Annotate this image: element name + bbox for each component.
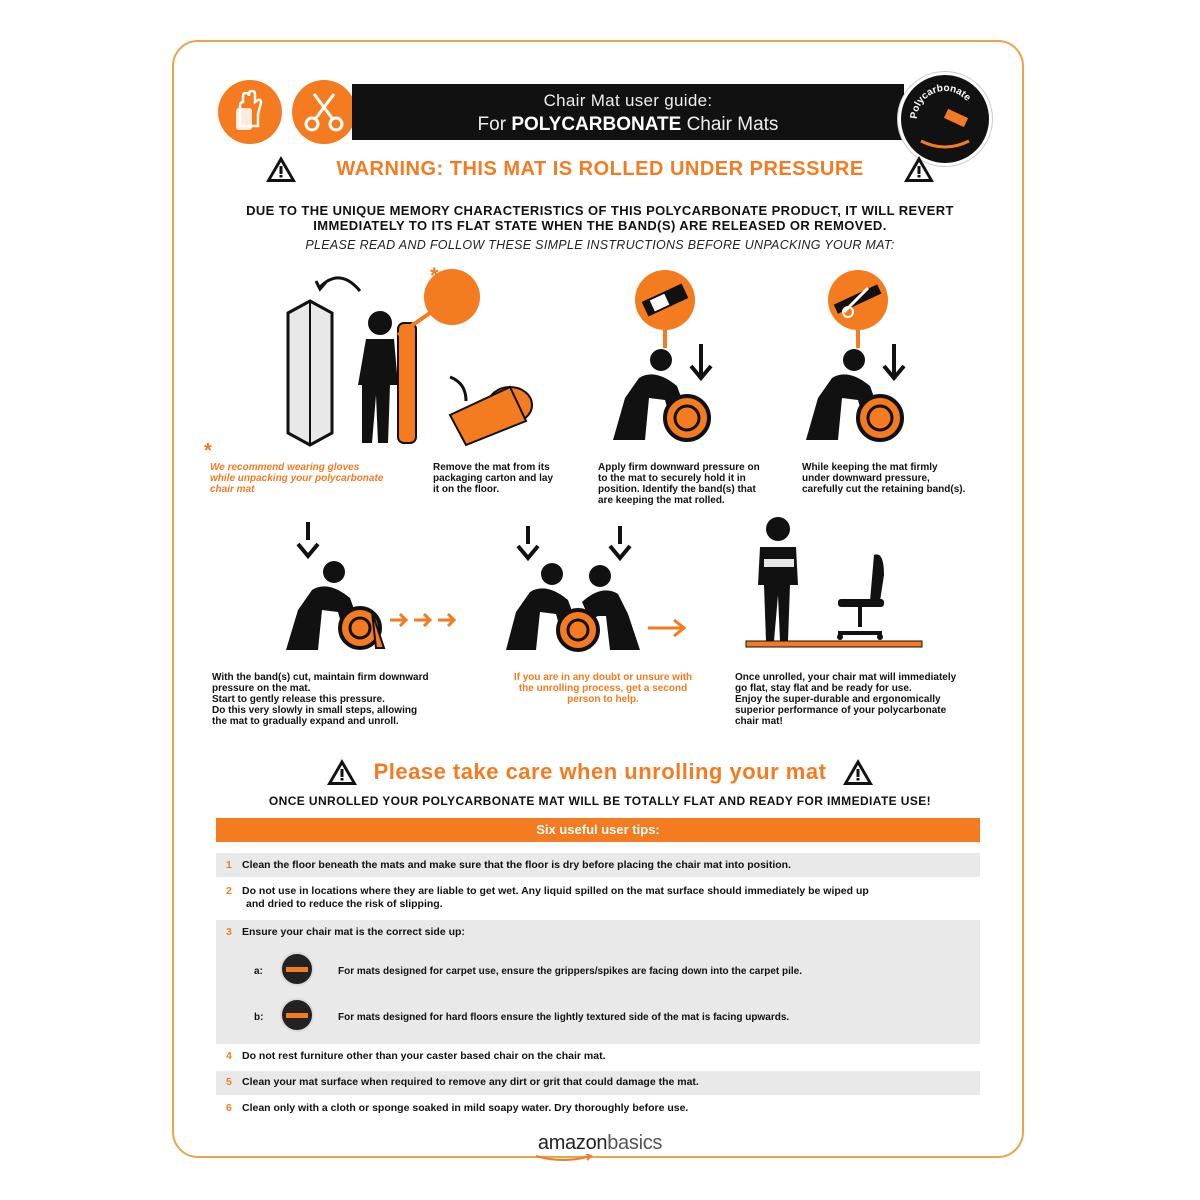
gloves-icon [218,80,282,144]
warning-body-line-2: IMMEDIATELY TO ITS FLAT STATE WHEN THE BAND(S) ARE RELEASED OR REMOVED. [313,218,887,233]
warning-row [200,154,1000,184]
tip-3b-text: For mats designed for hard floors ensure the lightly textured side of the mat is facing upwards. [338,1012,790,1023]
flat-mat-chair-illustration [742,515,927,650]
scissors-icon [292,80,356,144]
amazon-basics-logo: amazonbasics [520,1132,680,1155]
tip-4: 4 Do not rest furniture other than your caster based chair on the chair mat. [226,1050,606,1062]
tips-header: Six useful user tips: [216,818,980,842]
tip-3b-label: b: [254,1012,264,1023]
step-4-caption: With the band(s) cut, maintain firm downward pressure on the mat. Start to gently release this pressure. Do this very slowly in small steps, allowing the mat to gradually expand and unroll. [212,672,429,727]
glove-note: We recommend wearing gloves while unpacking your polycarbonate chair mat [210,462,384,495]
tip-5: 5 Clean your mat surface when required to remove any dirt or grit that could damage the mat. [216,1071,980,1095]
cut-band-illustration [800,268,930,448]
care-headline: Please take care when unrolling your mat [373,759,827,784]
unboxing-illustration [280,265,540,450]
release-pressure-illustration [272,520,462,655]
carpet-mat-badge-icon [280,952,314,986]
tip-3: 3 Ensure your chair mat is the correct side up: [216,920,980,1044]
badge-text: Polycarbonate [908,82,973,120]
step-5-caption: If you are in any doubt or unsure with the unrolling process, get a second person to help. [513,672,693,705]
warning-headline: WARNING: THIS MAT IS ROLLED UNDER PRESSURE [336,157,864,180]
care-subline: ONCE UNROLLED YOUR POLYCARBONATE MAT WILL BE TOTALLY FLAT AND READY FOR IMMEDIATE USE! [268,794,932,808]
warning-triangle-icon [841,757,875,787]
tip-3a-label: a: [254,966,263,977]
warning-triangle-icon [325,757,359,787]
step-1-caption: Remove the mat from its packaging carton and lay it on the floor. [433,462,554,495]
tip-1: 1 Clean the floor beneath the mats and make sure that the floor is dry before placing the chair mat into position. [216,853,980,877]
two-person-illustration [498,520,698,655]
title-line-2: For POLYCARBONATE Chair Mats [477,114,779,135]
apply-pressure-illustration [605,268,735,448]
tip-3a-text: For mats designed for carpet use, ensure the grippers/spikes are facing down into the carpet pile. [338,966,803,977]
tip-2: 2 Do not use in locations where they are liable to get wet. Any liquid spilled on the mat surface should immediately be wiped up and dried to reduce the risk of slipping. [226,885,869,910]
instruction-line: PLEASE READ AND FOLLOW THESE SIMPLE INSTRUCTIONS BEFORE UNPACKING YOUR MAT: [305,238,895,252]
warning-triangle-icon [902,154,936,184]
asterisk-marker: * [204,440,212,462]
svg-text:*: * [430,265,439,288]
care-row [200,757,1000,787]
warning-triangle-icon [264,154,298,184]
svg-text:Polycarbonate [909,83,973,119]
warning-body-line-1: DUE TO THE UNIQUE MEMORY CHARACTERISTICS OF THIS POLYCARBONATE PRODUCT, IT WILL REVERT [246,203,954,218]
step-3-caption: While keeping the mat firmly under downward pressure, carefully cut the retaining band(s). [802,462,966,495]
title-line-1: Chair Mat user guide: [543,91,713,110]
tip-6: 6 Clean only with a cloth or sponge soaked in mild soapy water. Dry thoroughly before use. [226,1102,689,1114]
title-bar [352,84,904,140]
step-6-caption: Once unrolled, your chair mat will immediately go flat, stay flat and be ready for use. Enjoy the super-durable and ergonomically superior performance of your polycarbonate chair mat! [735,672,957,727]
hard-floor-mat-badge-icon [280,998,314,1032]
polycarbonate-badge [898,72,992,166]
step-2-caption: Apply firm downward pressure on to the mat to securely hold it in position. Identify the band(s) that are keeping the mat rolled. [598,462,760,506]
